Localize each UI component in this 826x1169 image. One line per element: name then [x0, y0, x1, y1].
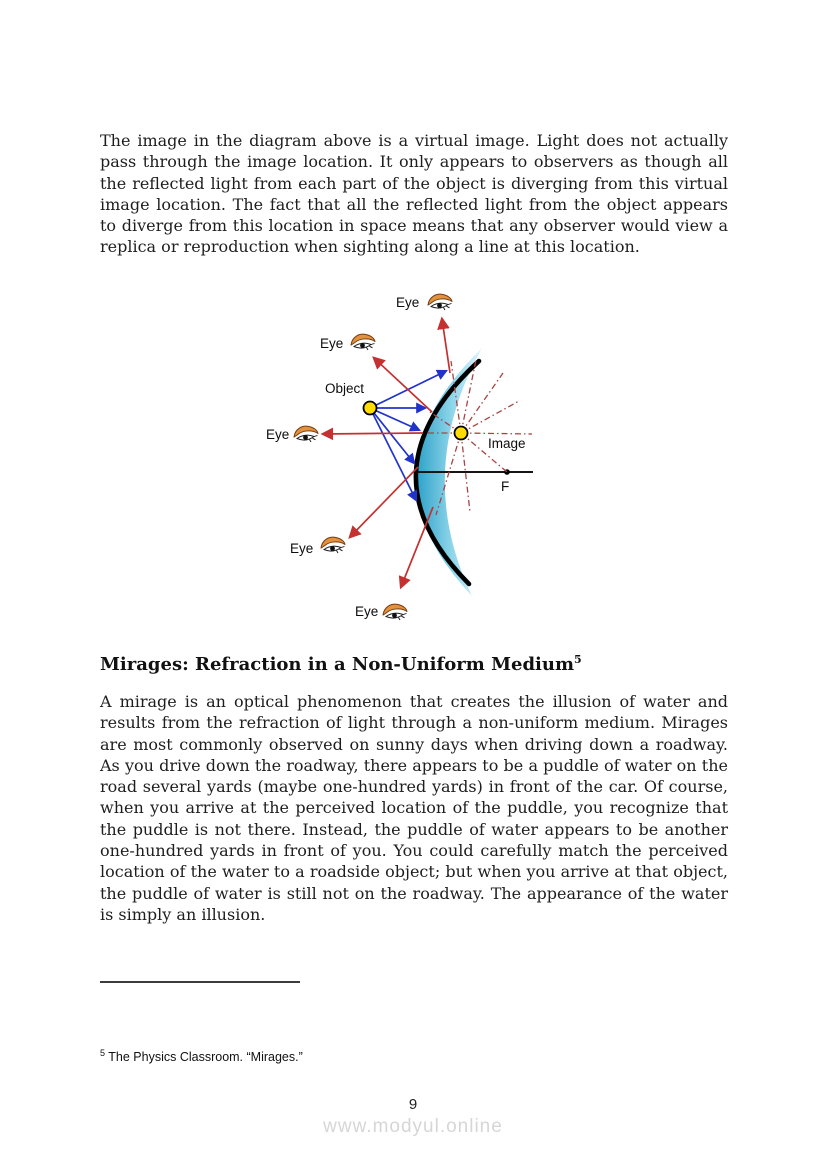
image-label: Image	[488, 436, 526, 451]
ray-diagram-svg	[255, 281, 555, 634]
section-heading	[100, 653, 582, 675]
eye-label: Eye	[355, 604, 379, 619]
section-heading-text: Mirages: Refraction in a Non-Uniform Medium	[100, 654, 575, 675]
eye-icon	[351, 334, 375, 350]
eye-icon	[321, 537, 345, 553]
eye-label: Eye	[396, 295, 420, 310]
footnote-separator	[100, 981, 300, 983]
page-number: 9	[408, 1096, 418, 1113]
convex-mirror-diagram	[255, 281, 555, 634]
eye-icon	[383, 604, 407, 620]
eye-icon	[294, 426, 318, 442]
mirage-paragraph: A mirage is an optical phenomenon that creates the illusion of water and results from the refraction of light through a non-uniform medium. Mirages are most commonly observed on sunny days when driving down a roadway. As you drive down the roadway, there appears to be a puddle of water on the road several yards (maybe one-hundred yards) in front of the car. Of course, when you arrive at the perceived location of the puddle, you recognize that the puddle is not there. Instead, the puddle of water appears to be another one-hundred yards in front of you. You could carefully match the perceived location of the water to a roadside object; but when you arrive at that object, the puddle of water is still not on the roadway. The appearance of the water is simply an illusion.	[100, 692, 728, 924]
footnote-reference: 5	[574, 653, 582, 666]
focal-point-label: F	[501, 479, 510, 494]
object-point	[364, 402, 377, 415]
image-point	[455, 427, 468, 440]
eye-icon	[428, 294, 452, 310]
intro-paragraph: The image in the diagram above is a virtual image. Light does not actually pass through the image location. It only appears to observers as though all the reflected light from each part of the object is diverging from this virtual image location. The fact that all the reflected light from the object appears to diverge from this location in space means that any observer would view a replica or reproduction when sighting along a line at this location.	[100, 131, 728, 257]
footnote	[100, 1048, 303, 1064]
footnote-text: The Physics Classroom. “Mirages.”	[108, 1050, 303, 1065]
object-label: Object	[325, 381, 365, 396]
eye-label: Eye	[320, 336, 344, 351]
footnote-number: 5	[100, 1048, 106, 1058]
eye-label: Eye	[266, 427, 290, 442]
watermark: www.modyul.online	[323, 1116, 503, 1137]
eye-label: Eye	[290, 541, 314, 556]
